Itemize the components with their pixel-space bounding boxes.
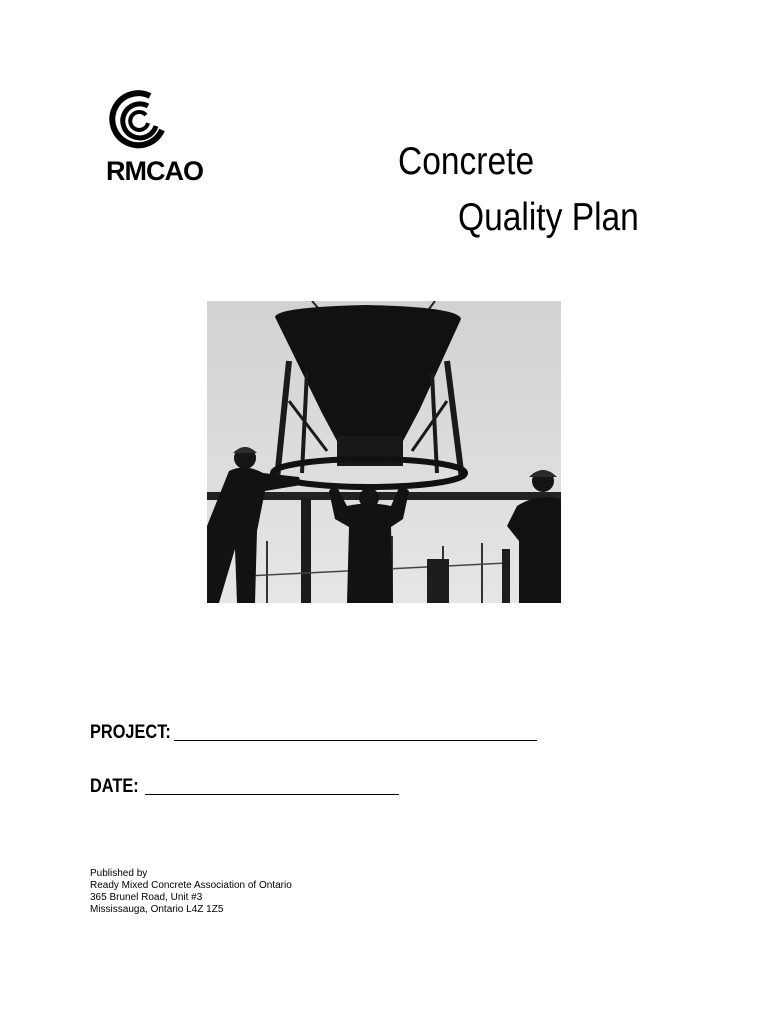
- project-field: [90, 722, 184, 744]
- title-line-2: Quality Plan: [458, 196, 639, 239]
- project-label: PROJECT:: [90, 722, 171, 743]
- date-input-line[interactable]: [145, 794, 399, 795]
- publisher-intro: Published by: [90, 868, 148, 879]
- publisher-block: [90, 868, 292, 916]
- logo-wordmark: RMCAO: [106, 156, 203, 186]
- concrete-bucket-photo: [207, 301, 561, 603]
- title-line-1: Concrete: [398, 140, 535, 183]
- rmcao-logo-mark-icon: [106, 90, 166, 152]
- date-label: DATE:: [90, 776, 139, 797]
- rmcao-logo: [104, 90, 234, 190]
- publisher-name: Ready Mixed Concrete Association of Ontario: [90, 880, 292, 891]
- publisher-address-line-1: 365 Brunel Road, Unit #3: [90, 892, 203, 903]
- date-field: [90, 776, 147, 798]
- publisher-address-line-2: Mississauga, Ontario L4Z 1Z5: [90, 904, 224, 915]
- project-input-line[interactable]: [174, 740, 537, 741]
